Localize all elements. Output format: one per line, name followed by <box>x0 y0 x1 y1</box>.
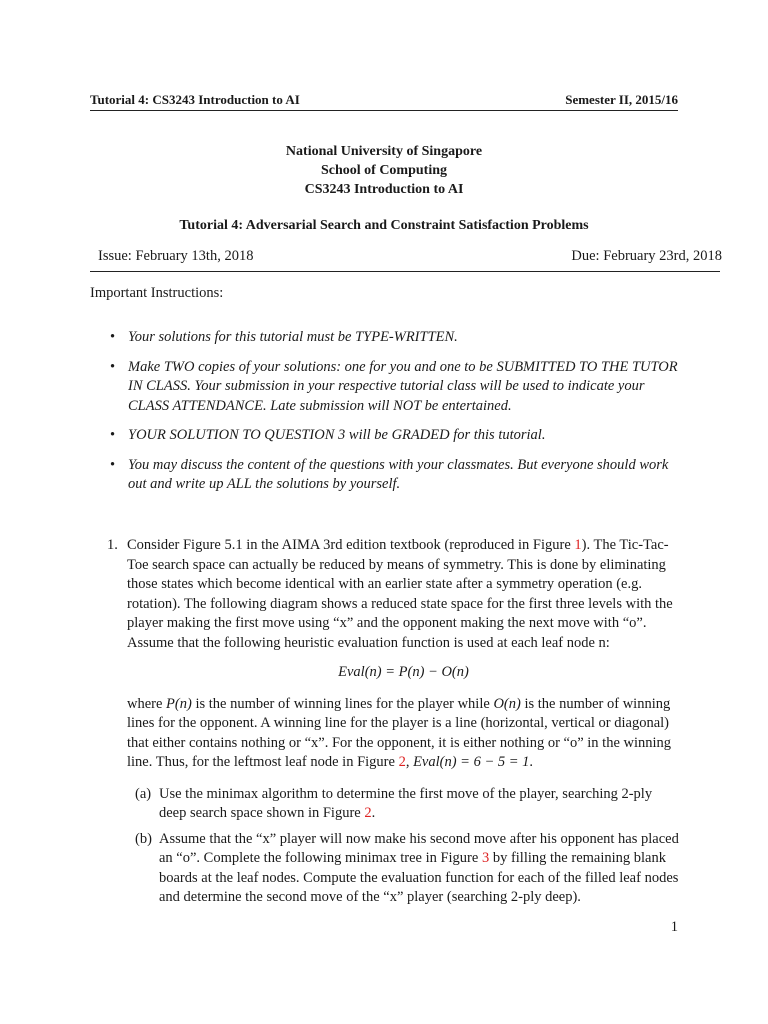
figure-ref-link[interactable]: 2 <box>398 754 406 770</box>
bullet-icon: • <box>110 329 116 345</box>
issue-date: Issue: February 13th, 2018 <box>98 248 254 264</box>
instruction-item: • Make TWO copies of your solutions: one for you and one to be SUBMITTED TO THE TUTOR IN CLASS. Your submission in your respective tutorial class will be used to indicate your CLASS ATTENDANCE. Late submission will NOT be entertained. <box>110 358 678 414</box>
bullet-icon: • <box>110 358 116 375</box>
instructions-heading: Important Instructions: <box>90 285 224 301</box>
figure-ref-link[interactable]: 3 <box>481 850 490 866</box>
instruction-item: • You may discuss the content of the questions with your classmates. But everyone should work out and write up ALL the solutions by yourself. <box>110 456 669 492</box>
tutorial-title: Tutorial 4: Adversarial Search and Constraint Satisfaction Problems <box>179 218 589 233</box>
figure-ref-link[interactable]: 1 <box>574 537 582 553</box>
eval-equation: Eval(n) = P(n) − O(n) <box>338 664 469 680</box>
question-number: 1. <box>107 537 118 553</box>
subquestion-a: (a) Use the minimax algorithm to determine the first move of the player, searching 2-ply deep search space shown in Figure 2. <box>135 785 653 821</box>
figure-ref-link[interactable]: 2 <box>364 805 372 821</box>
header-course-label: Tutorial 4: CS3243 Introduction to AI <box>90 92 300 107</box>
page-number: 1 <box>670 919 678 935</box>
university-name: National University of Singapore <box>285 144 483 159</box>
subquestion-list <box>127 785 680 908</box>
question-1-paragraph-2: where P(n) is the number of winning lines for the player while O(n) is the number of winning lines for the opponent. A winning line for the player is a line (horizontal, vertical or diagonal) that either contains nothing or “x”. For the opponent, it is either nothing or “o” in the winning line. Thus, for the leftmost leaf node in Figure 2, Eval(n) = 6 − 5 = 1. <box>127 695 672 770</box>
instruction-item: • YOUR SOLUTION TO QUESTION 3 will be GRADED for this tutorial. <box>110 426 680 446</box>
header-rule <box>90 110 678 111</box>
instruction-item: • Your solutions for this tutorial must be TYPE-WRITTEN. <box>110 328 680 348</box>
bullet-icon: • <box>110 456 116 473</box>
subquestion-b: (b) Assume that the “x” player will now make his second move after his opponent has placed an “o”. Complete the following minimax tree in Figure 3 by filling the remaining blank boards at the leaf nodes. Compute the evaluation function for each of the filled leaf nodes and determine the second move of the “x” player (searching 2-ply deep). <box>135 830 679 905</box>
question-1-paragraph-1: Consider Figure 5.1 in the AIMA 3rd edition textbook (reproduced in Figure 1). The Tic-Tac-Toe search space can actually be reduced by means of symmetry. This is done by eliminating those states which become identical with an earlier state after a symmetry operation (e.g. rotation). The following diagram shows a reduced state space for the first three levels with the player making the first move using “x” and the opponent making the next move with “o”. Assume that the following heuristic evaluation function is used at each leaf node n: <box>127 537 673 651</box>
header-semester-label: Semester II, 2015/16 <box>565 92 678 107</box>
course-name: CS3243 Introduction to AI <box>304 182 464 197</box>
instructions-list <box>110 328 680 505</box>
question-1 <box>107 536 680 914</box>
bullet-icon: • <box>110 427 116 443</box>
due-date: Due: February 23rd, 2018 <box>571 248 722 264</box>
school-name: School of Computing <box>320 163 448 178</box>
dates-rule <box>90 271 720 272</box>
